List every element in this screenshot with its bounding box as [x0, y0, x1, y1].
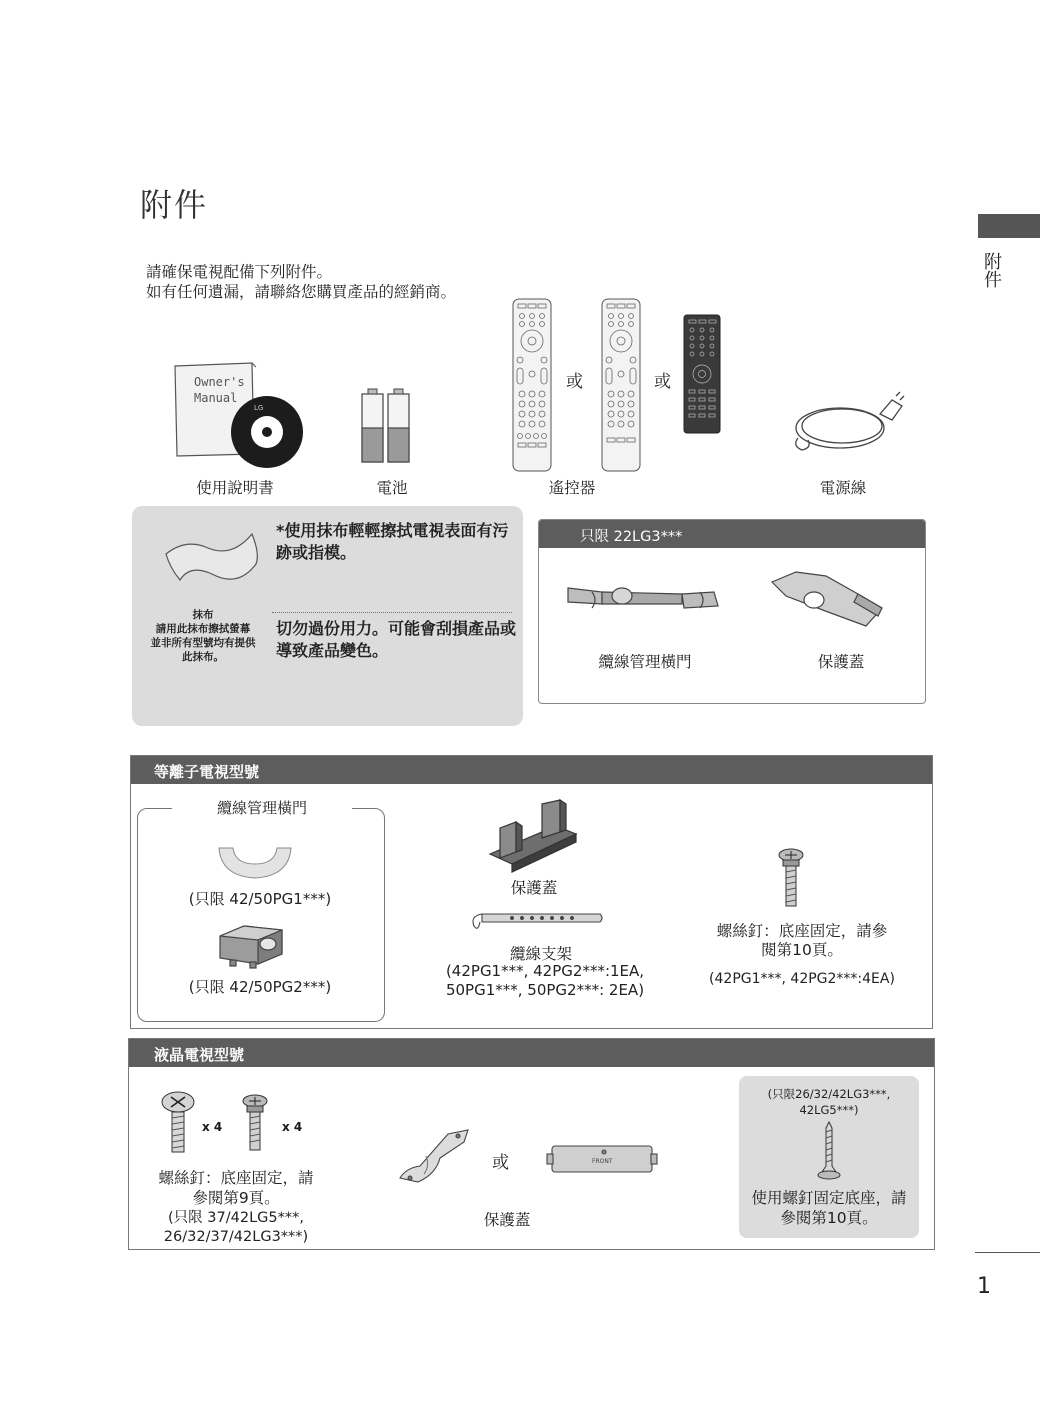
or-text-1: 或 — [566, 372, 583, 392]
cable-holder-qty — [420, 962, 670, 1000]
cloth-divider — [272, 612, 512, 613]
lcd-section-header — [129, 1039, 934, 1067]
lcd-screw-label-line-2: 參閱第9頁。 — [192, 1189, 280, 1207]
plasma-protection-cover-illustration — [486, 798, 580, 874]
lcd-note-label-line-1: 使用螺釘固定底座，請 — [751, 1189, 907, 1207]
page-title: 附件 — [140, 186, 209, 224]
battery-illustration — [360, 386, 412, 466]
cable-holder-qty-line-1: (42PG1***, 42PG2***:1EA, — [445, 962, 645, 980]
power-cord-label: 電源線 — [819, 479, 867, 497]
cloth-note-1: *使用抹布輕輕擦拭電視表面有污跡或指模。 — [276, 521, 509, 562]
power-cord-illustration — [788, 384, 908, 456]
lcd-cover-or: 或 — [492, 1153, 509, 1173]
plasma-screw-label-line-2: 閱第10頁。 — [761, 941, 843, 959]
lcd-note-models — [749, 1086, 909, 1118]
pg1-cable-door-illustration — [215, 842, 295, 882]
lcd-cover-label: 保護蓋 — [483, 1211, 531, 1229]
cloth-note-2: 切勿過份用力。可能會刮損產品或導致產品變色。 — [276, 619, 517, 660]
or-text-2: 或 — [654, 372, 671, 392]
plasma-section-title: 等離子電視型號 — [154, 763, 260, 781]
lcd-screw-label-line-1: 螺絲釘：底座固定，請 — [158, 1169, 314, 1187]
lcd-screw-models — [136, 1209, 336, 1247]
cd-brand-label: LG — [254, 404, 264, 412]
lcd-cover-front-text: FRONT — [592, 1158, 613, 1165]
lcd-note-label — [741, 1188, 917, 1228]
cable-holder-qty-line-2: 50PG1***, 50PG2***: 2EA) — [445, 981, 645, 999]
lg3-protection-cover-illustration — [766, 568, 886, 632]
lg3-cable-door-label: 纜線管理橫門 — [598, 653, 692, 671]
lg3-cable-door-illustration — [562, 578, 724, 620]
cable-holder-illustration — [466, 906, 606, 936]
lcd-section-title: 液晶電視型號 — [154, 1046, 245, 1064]
cloth-caption-line-3: 並非所有型號均有提供 — [150, 637, 256, 649]
manual-label: 使用說明書 — [196, 479, 274, 497]
lcd-screw-models-line-1: (只限 37/42LG5***, — [168, 1210, 304, 1226]
pg2-cable-door-illustration — [214, 918, 286, 970]
pg2-note: (只限 42/50PG2***) — [188, 978, 332, 996]
battery-label: 電池 — [376, 479, 408, 497]
pg1-note: (只限 42/50PG1***) — [188, 890, 332, 908]
cable-holder-label: 纜線支架 — [509, 945, 572, 963]
cloth-caption-line-1: 抹布 — [192, 609, 214, 621]
remote-control-2-illustration — [601, 298, 641, 472]
lcd-screw-1-illustration — [160, 1090, 196, 1156]
lcd-screw-models-line-2: 26/32/37/42LG3***) — [163, 1229, 309, 1245]
lg3-protection-cover-label: 保護蓋 — [817, 653, 865, 671]
lg3-panel-title: 只限 22LG3*** — [580, 529, 683, 545]
lcd-note-label-line-2: 參閱第10頁。 — [780, 1209, 878, 1227]
remote-control-1-illustration — [512, 298, 552, 472]
side-tab-label: 附件 — [981, 252, 1002, 288]
intro-line-1: 請確保電視配備下列附件。 — [146, 263, 333, 281]
manual-cover-line-2: Manual — [194, 391, 238, 405]
plasma-cable-box-title: 纜線管理橫門 — [172, 797, 352, 818]
cloth-caption — [140, 608, 266, 664]
plasma-screw-illustration — [776, 848, 806, 910]
cloth-illustration — [160, 528, 264, 586]
remote-label: 遙控器 — [548, 479, 596, 497]
plasma-screw-label — [668, 922, 936, 960]
manual-cover-line-1: Owner's — [194, 375, 245, 389]
lcd-note-models-line-1: (只限26/32/42LG3***, — [767, 1087, 891, 1101]
lcd-note-models-line-2: 42LG5***) — [799, 1103, 859, 1117]
remote-control-3-illustration — [683, 314, 721, 434]
lcd-screw-2-qty: x 4 — [282, 1120, 303, 1134]
side-tab-bar — [978, 214, 1040, 238]
intro-text — [146, 262, 456, 302]
plasma-screw-label-line-1: 螺絲釘：底座固定，請參 — [716, 922, 888, 940]
lcd-cover-1-illustration — [396, 1126, 472, 1188]
plasma-cover-label: 保護蓋 — [510, 879, 558, 897]
owners-manual-illustration — [170, 358, 310, 468]
page-number-rule — [975, 1252, 1040, 1253]
lcd-screw-2-illustration — [240, 1094, 270, 1154]
cloth-caption-line-4: 此抹布。 — [182, 651, 224, 663]
intro-line-2: 如有任何遺漏，請聯絡您購買產品的經銷商。 — [146, 283, 457, 301]
lcd-cover-2-illustration — [546, 1142, 658, 1176]
lcd-screw-label — [136, 1168, 336, 1208]
cloth-caption-line-2: 請用此抹布擦拭螢幕 — [155, 623, 251, 635]
page-number: 1 — [977, 1274, 991, 1299]
lcd-screw-1-qty: x 4 — [202, 1120, 223, 1134]
plasma-screw-qty: (42PG1***, 42PG2***:4EA) — [709, 971, 895, 987]
lcd-note-screw-illustration — [816, 1120, 842, 1182]
